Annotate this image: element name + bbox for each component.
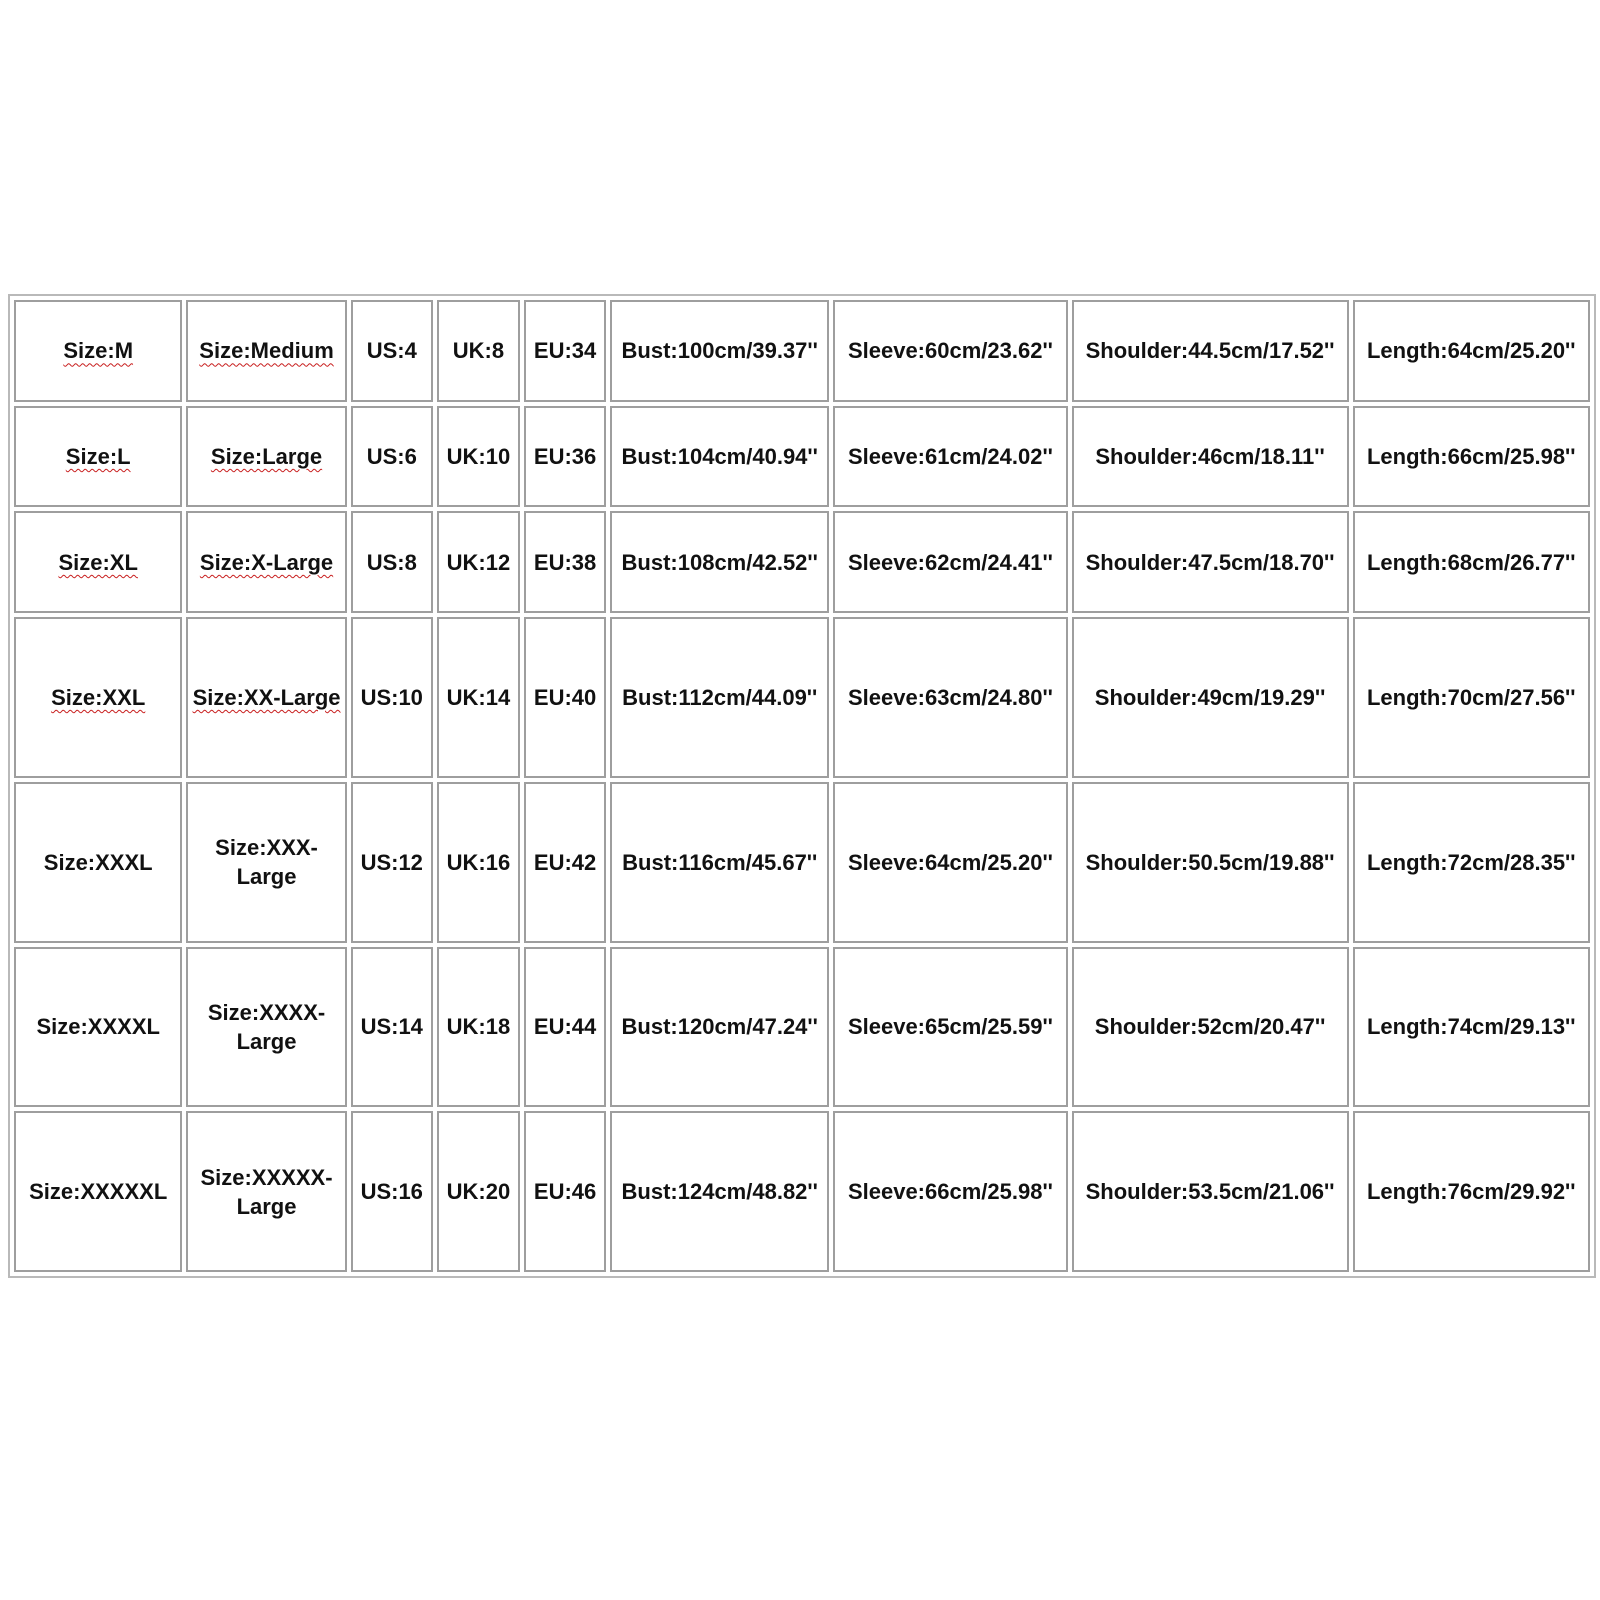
eu-size-cell: EU:44 [524,947,606,1108]
bust-cell: Bust:116cm/45.67'' [610,782,829,943]
bust-cell: Bust:112cm/44.09'' [610,617,829,778]
size-name-cell: Size:XX-Large [186,617,346,778]
shoulder-cell: Shoulder:50.5cm/19.88'' [1072,782,1349,943]
table-row [14,1111,1590,1272]
uk-size-cell: UK:16 [437,782,520,943]
length-cell: Length:76cm/29.92'' [1353,1111,1590,1272]
shoulder-cell: Shoulder:47.5cm/18.70'' [1072,511,1349,613]
table-row [14,406,1590,508]
uk-size-cell: UK:8 [437,300,520,402]
uk-size-cell: UK:12 [437,511,520,613]
size-letter-cell: Size:XXL [14,617,182,778]
sleeve-cell: Sleeve:66cm/25.98'' [833,1111,1067,1272]
bust-cell: Bust:108cm/42.52'' [610,511,829,613]
size-name-cell: Size:Large [186,406,346,508]
length-cell: Length:64cm/25.20'' [1353,300,1590,402]
shoulder-cell: Shoulder:46cm/18.11'' [1072,406,1349,508]
length-cell: Length:74cm/29.13'' [1353,947,1590,1108]
us-size-cell: US:4 [351,300,433,402]
size-name-cell: Size:XXX-Large [186,782,346,943]
size-letter-cell: Size:L [14,406,182,508]
size-letter-cell: Size:XXXXL [14,947,182,1108]
size-letter-cell: Size:XXXXXL [14,1111,182,1272]
bust-cell: Bust:100cm/39.37'' [610,300,829,402]
us-size-cell: US:8 [351,511,433,613]
bust-cell: Bust:124cm/48.82'' [610,1111,829,1272]
eu-size-cell: EU:34 [524,300,606,402]
eu-size-cell: EU:46 [524,1111,606,1272]
length-cell: Length:66cm/25.98'' [1353,406,1590,508]
us-size-cell: US:10 [351,617,433,778]
us-size-cell: US:14 [351,947,433,1108]
uk-size-cell: UK:20 [437,1111,520,1272]
uk-size-cell: UK:18 [437,947,520,1108]
uk-size-cell: UK:14 [437,617,520,778]
sleeve-cell: Sleeve:62cm/24.41'' [833,511,1067,613]
shoulder-cell: Shoulder:44.5cm/17.52'' [1072,300,1349,402]
size-letter-cell: Size:M [14,300,182,402]
length-cell: Length:70cm/27.56'' [1353,617,1590,778]
shoulder-cell: Shoulder:53.5cm/21.06'' [1072,1111,1349,1272]
sleeve-cell: Sleeve:64cm/25.20'' [833,782,1067,943]
length-cell: Length:72cm/28.35'' [1353,782,1590,943]
eu-size-cell: EU:42 [524,782,606,943]
uk-size-cell: UK:10 [437,406,520,508]
shoulder-cell: Shoulder:49cm/19.29'' [1072,617,1349,778]
size-name-cell: Size:XXXXX-Large [186,1111,346,1272]
sleeve-cell: Sleeve:65cm/25.59'' [833,947,1067,1108]
shoulder-cell: Shoulder:52cm/20.47'' [1072,947,1349,1108]
table-row [14,511,1590,613]
table-row [14,782,1590,943]
table-row [14,617,1590,778]
bust-cell: Bust:120cm/47.24'' [610,947,829,1108]
size-name-cell: Size:X-Large [186,511,346,613]
length-cell: Length:68cm/26.77'' [1353,511,1590,613]
sleeve-cell: Sleeve:61cm/24.02'' [833,406,1067,508]
eu-size-cell: EU:40 [524,617,606,778]
us-size-cell: US:16 [351,1111,433,1272]
size-name-cell: Size:Medium [186,300,346,402]
us-size-cell: US:6 [351,406,433,508]
table-row [14,947,1590,1108]
sleeve-cell: Sleeve:63cm/24.80'' [833,617,1067,778]
sleeve-cell: Sleeve:60cm/23.62'' [833,300,1067,402]
table-row [14,300,1590,402]
bust-cell: Bust:104cm/40.94'' [610,406,829,508]
size-letter-cell: Size:XL [14,511,182,613]
us-size-cell: US:12 [351,782,433,943]
size-name-cell: Size:XXXX-Large [186,947,346,1108]
eu-size-cell: EU:38 [524,511,606,613]
size-letter-cell: Size:XXXL [14,782,182,943]
eu-size-cell: EU:36 [524,406,606,508]
size-chart-table [8,294,1596,1278]
